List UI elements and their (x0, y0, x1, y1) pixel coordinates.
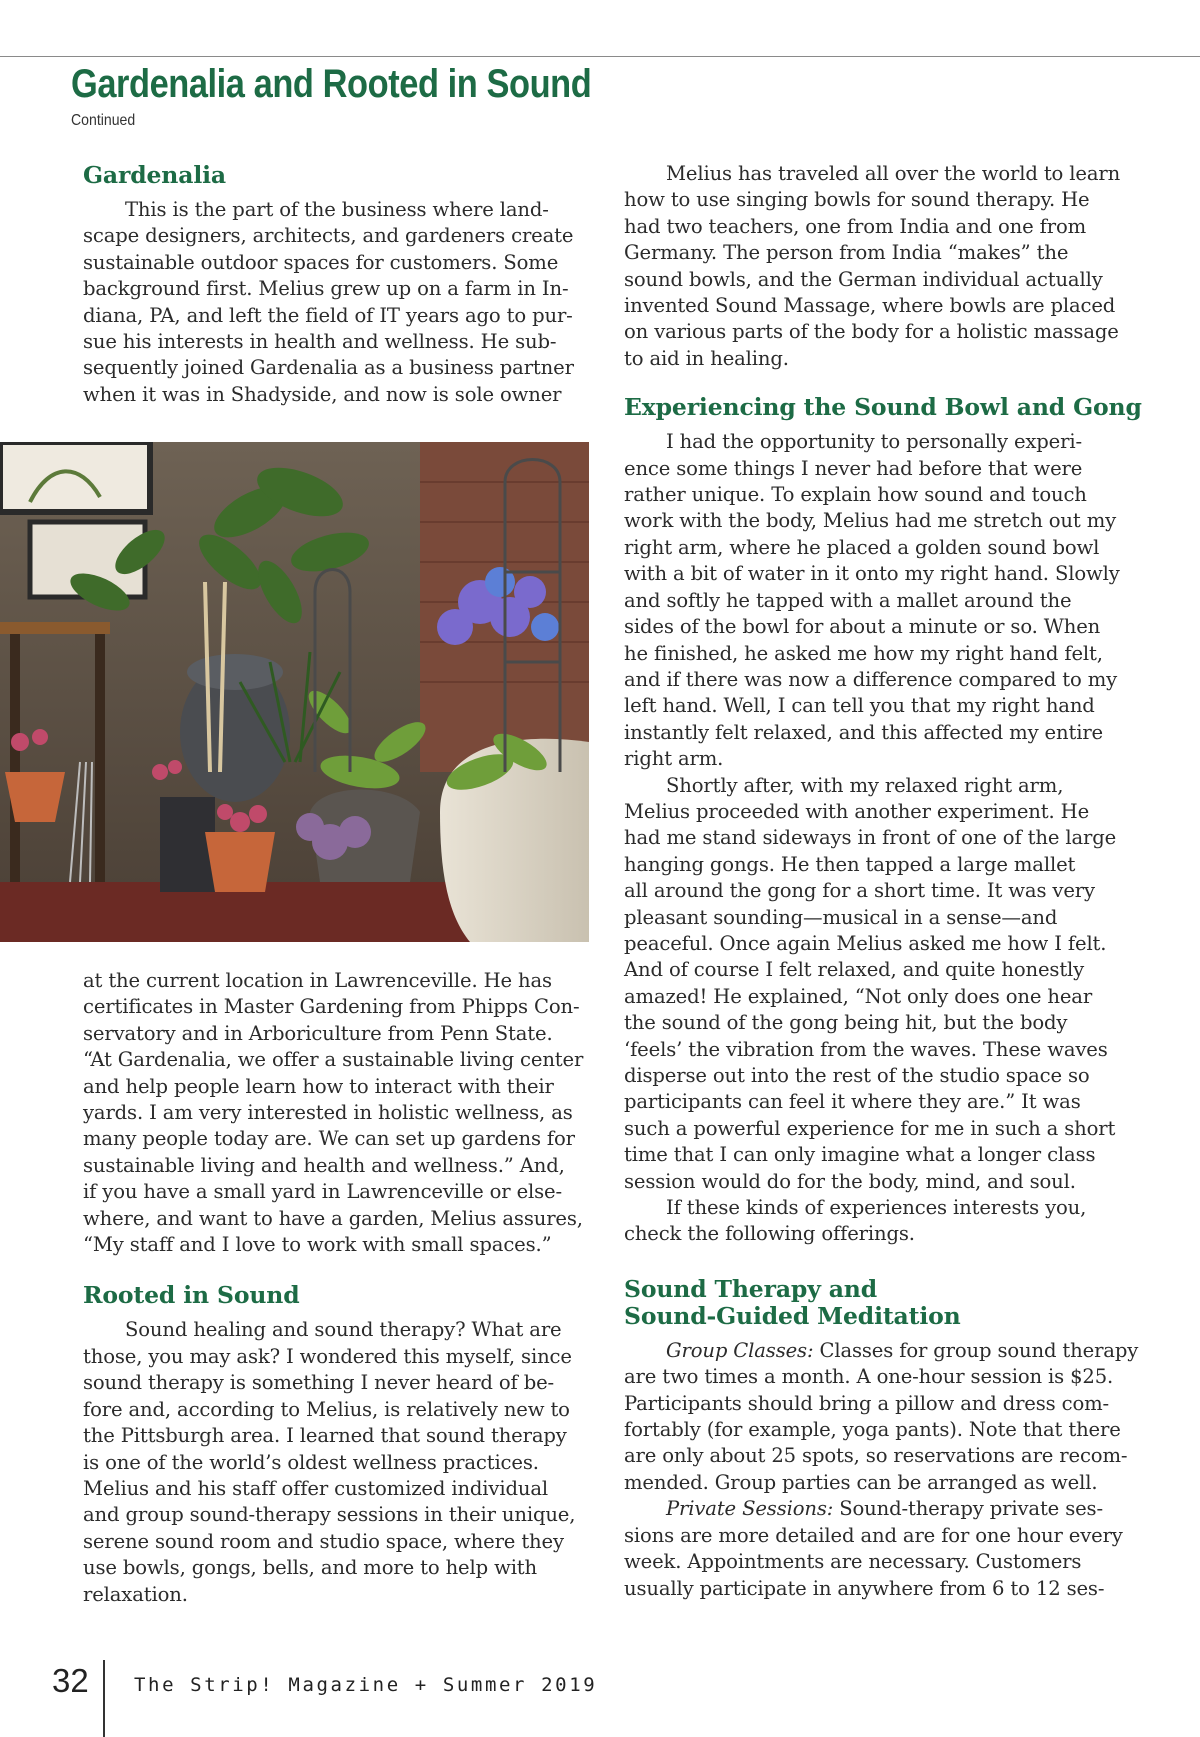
text-line: many people today are. We can set up gardens for (83, 1127, 575, 1151)
left-column-top (83, 162, 593, 408)
text-line: participants can feel it where they are.” It was (624, 1090, 1081, 1114)
text-line: serene sound room and studio space, where they (83, 1529, 564, 1553)
text-line: when it was in Shadyside, and now is sole owner (83, 382, 562, 406)
text-line: are two times a month. A one-hour session is $25. (624, 1365, 1114, 1389)
text-line: and if there was now a difference compared to my (624, 667, 1118, 691)
text-line: diana, PA, and left the field of IT years ago to pur- (83, 303, 573, 327)
text-line: such a powerful experience for me in such a short (624, 1116, 1116, 1140)
heading-line: Sound Therapy and (624, 1274, 878, 1303)
page-number: 32 (52, 1662, 89, 1699)
text-line: background first. Melius grew up on a farm in In- (83, 277, 569, 301)
text-line: check the following offerings. (624, 1222, 915, 1246)
text-line: left hand. Well, I can tell you that my right hand (624, 694, 1095, 718)
text-line: right arm, where he placed a golden sound bowl (624, 535, 1100, 559)
text-line: session would do for the body, mind, and soul. (624, 1169, 1076, 1193)
section-heading-sound-therapy (624, 1276, 1144, 1330)
text-line: if you have a small yard in Lawrenceville or else- (83, 1180, 562, 1204)
text-line: with a bit of water in it onto my right hand. Slowly (624, 562, 1120, 586)
text-line: instantly felt relaxed, and this affected my entire (624, 720, 1103, 744)
text-line: fortably (for example, yoga pants). Note that there (624, 1418, 1121, 1442)
text-line: sustainable outdoor spaces for customers. Some (83, 250, 559, 274)
text-line: And of course I felt relaxed, and quite honestly (624, 958, 1085, 982)
page-subtitle: Continued (71, 112, 136, 129)
text-line: scape designers, architects, and gardeners create (83, 224, 574, 248)
gardenalia-paragraph (83, 197, 593, 408)
header-rule (0, 56, 1200, 57)
text-line: at the current location in Lawrenceville. He has (83, 969, 552, 992)
text-line: is one of the world’s oldest wellness practices. (83, 1450, 539, 1474)
text-line (624, 1496, 1144, 1522)
heading-line: Sound-Guided Meditation (624, 1301, 961, 1330)
private-sessions-paragraph (624, 1496, 1144, 1602)
text-span: Sound-therapy private ses- (833, 1497, 1103, 1521)
text-line: had two teachers, one from India and one from (624, 214, 1087, 238)
text-line: where, and want to have a garden, Melius assures, (83, 1206, 583, 1230)
text-line: those, you may ask? I wondered this myself, since (83, 1344, 572, 1368)
text-line: the Pittsburgh area. I learned that sound therapy (83, 1424, 567, 1448)
publication-info: The Strip! Magazine + Summer 2019 (134, 1674, 598, 1696)
text-line: “My staff and I love to work with small spaces.” (83, 1233, 552, 1257)
text-line: sound bowls, and the German individual actually (624, 267, 1103, 291)
text-line: ence some things I never had before that were (624, 456, 1083, 480)
rooted-in-sound-paragraph (83, 1317, 603, 1607)
text-line: sue his interests in health and wellness. He sub- (83, 330, 557, 354)
text-line (624, 1338, 1144, 1364)
text-line: Melius has traveled all over the world to learn (666, 162, 1121, 185)
text-line: he finished, he asked me how my right hand felt, (624, 641, 1103, 665)
experience-paragraph-2 (624, 773, 1144, 1196)
garden-shop-illustration (0, 442, 589, 942)
text-line: invented Sound Massage, where bowls are placed (624, 294, 1116, 318)
text-line: amazed! He explained, “Not only does one hear (624, 984, 1093, 1008)
experience-paragraph-1 (624, 429, 1144, 772)
text-line: time that I can only imagine what a longer class (624, 1143, 1096, 1167)
group-classes-label: Group Classes: (666, 1338, 814, 1362)
text-line: right arm. (624, 747, 724, 771)
text-line: use bowls, gongs, bells, and more to help with (83, 1556, 538, 1580)
section-heading-rooted-in-sound: Rooted in Sound (83, 1281, 300, 1310)
text-line: and help people learn how to interact with their (83, 1074, 554, 1098)
section-heading-experiencing: Experiencing the Sound Bowl and Gong (624, 393, 1142, 422)
text-line: work with the body, Melius had me stretch out my (624, 509, 1117, 533)
text-line: how to use singing bowls for sound therapy. He (624, 188, 1090, 212)
text-line: sustainable living and health and wellness.” And, (83, 1153, 565, 1177)
text-line: This is the part of the business where land- (125, 198, 549, 221)
text-line: yards. I am very interested in holistic wellness, as (83, 1101, 573, 1125)
gardenalia-continued-paragraph (83, 968, 603, 1258)
text-line: relaxation. (83, 1582, 188, 1606)
text-line: sound therapy is something I never heard of be- (83, 1371, 555, 1395)
section-heading-gardenalia: Gardenalia (83, 161, 226, 189)
text-line: Sound healing and sound therapy? What are (125, 1318, 562, 1342)
experience-paragraph-3 (624, 1195, 1144, 1248)
text-line: peaceful. Once again Melius asked me how I felt. (624, 931, 1107, 955)
text-line: Participants should bring a pillow and dress com- (624, 1391, 1110, 1415)
text-line: on various parts of the body for a holistic massage (624, 320, 1119, 344)
text-line: to aid in healing. (624, 346, 789, 370)
text-line: had me stand sideways in front of one of the large (624, 826, 1117, 850)
text-line: and softly he tapped with a mallet around the (624, 588, 1072, 612)
text-line: If these kinds of experiences interests you, (666, 1196, 1087, 1220)
text-line: I had the opportunity to personally experi- (666, 430, 1082, 454)
text-line: mended. Group parties can be arranged as well. (624, 1470, 1098, 1494)
group-classes-paragraph (624, 1338, 1144, 1496)
text-line: sions are more detailed and are for one hour every (624, 1523, 1123, 1547)
text-line: fore and, according to Melius, is relatively new to (83, 1397, 570, 1421)
text-line: servatory and in Arboriculture from Penn State. (83, 1021, 553, 1045)
text-span: Classes for group sound therapy (813, 1338, 1139, 1362)
text-line: hanging gongs. He then tapped a large mallet (624, 852, 1076, 876)
page-title: Gardenalia and Rooted in Sound (71, 62, 592, 106)
text-line: Germany. The person from India “makes” the (624, 241, 1069, 265)
text-line: Melius and his staff offer customized individual (83, 1476, 548, 1500)
text-line: sequently joined Gardenalia as a business partner (83, 356, 574, 380)
right-column (624, 161, 1144, 1602)
text-line: usually participate in anywhere from 6 to 12 ses- (624, 1576, 1105, 1600)
text-line: are only about 25 spots, so reservations are recom- (624, 1444, 1128, 1468)
text-line: ‘feels’ the vibration from the waves. These waves (624, 1037, 1108, 1061)
private-sessions-label: Private Sessions: (666, 1497, 834, 1521)
intro-paragraph (624, 161, 1144, 372)
text-line: Shortly after, with my relaxed right arm, (666, 773, 1064, 797)
text-line: sides of the bowl for about a minute or so. When (624, 615, 1101, 639)
text-line: disperse out into the rest of the studio space so (624, 1064, 1090, 1087)
text-line: Melius proceeded with another experiment. He (624, 799, 1090, 823)
footer-divider (103, 1660, 105, 1737)
left-column-bottom (83, 968, 603, 1608)
text-line: and group sound-therapy sessions in their unique, (83, 1503, 576, 1527)
text-line: “At Gardenalia, we offer a sustainable living center (83, 1048, 584, 1072)
text-line: all around the gong for a short time. It was very (624, 879, 1095, 903)
garden-shop-photo (0, 442, 589, 942)
text-line: the sound of the gong being hit, but the body (624, 1011, 1068, 1035)
text-line: pleasant sounding—musical in a sense—and (624, 905, 1058, 929)
text-line: rather unique. To explain how sound and touch (624, 483, 1087, 507)
text-line: certificates in Master Gardening from Phipps Con- (83, 995, 580, 1019)
text-line: week. Appointments are necessary. Customers (624, 1550, 1082, 1574)
